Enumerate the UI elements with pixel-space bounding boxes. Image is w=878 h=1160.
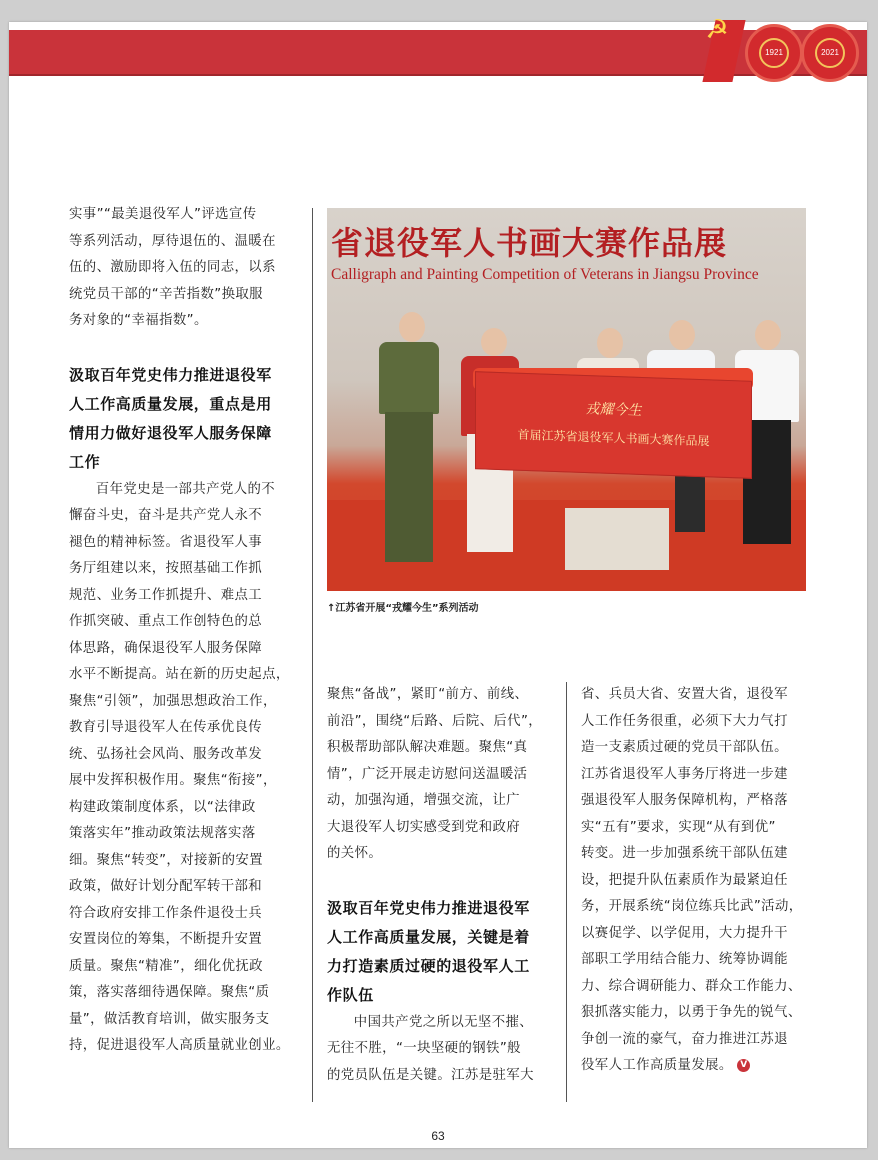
section-heading-line: 人工作高质量发展，关键是着 <box>327 927 530 946</box>
body-line: 无往不胜，“一块坚硬的钢铁”般 <box>327 1041 521 1056</box>
body-line: 强退役军人服务保障机构，严格落 <box>581 793 788 808</box>
page-number: 63 <box>431 1129 445 1143</box>
end-of-article-mark: V <box>737 1059 750 1072</box>
body-line: 教育引导退役军人在传承优良传 <box>69 720 263 735</box>
logo-year-1921: 1921 <box>759 38 789 68</box>
body-line: 统、弘扬社会风尚、服务改革发 <box>69 746 263 762</box>
magazine-page <box>9 15 867 1148</box>
body-line: 聚焦“备战”，紧盯“前方、前线、 <box>327 687 529 702</box>
body-line: 展中发挥积极作用。聚焦“衔接”， <box>69 773 277 788</box>
body-line: 务，开展系统“岗位练兵比武”活动， <box>581 899 803 914</box>
photo-banner-chinese: 省退役军人书画大赛作品展 <box>331 224 728 262</box>
board-pedestal <box>565 508 669 570</box>
body-line: 动，加强沟通，增强交流，让广 <box>327 793 521 808</box>
body-line: 情”，广泛开展走访慰问送温暖活 <box>327 766 528 782</box>
body-line: 力、综合调研能力、群众工作能力、 <box>581 978 802 994</box>
intro-line: 实事”“最美退役军人”评选宣传 <box>69 207 257 222</box>
body-line: 持，促进退役军人高质量就业创业。 <box>69 1038 290 1053</box>
body-line: 中国共产党之所以无坚不摧、 <box>353 1014 534 1030</box>
board-title-text: 首届江苏省退役军人书画大赛作品展 <box>517 427 710 449</box>
body-line: 量”，做活教育培训，做实服务支 <box>69 1011 270 1027</box>
body-line: 以赛促学、以学促用，大力提升干 <box>581 925 788 941</box>
body-line: 实“五有”要求，实现“从有到优” <box>581 819 776 835</box>
section-heading-line: 人工作高质量发展，重点是用 <box>69 394 272 413</box>
body-line: 褪色的精神标签。省退役军人事 <box>69 534 263 550</box>
body-line: 转变。进一步加强系统干部队伍建 <box>581 846 788 861</box>
section-heading-line: 工作 <box>69 452 101 471</box>
intro-line: 等系列活动，厚待退伍的、温暖在 <box>69 233 276 249</box>
centenary-100-logo <box>697 14 867 94</box>
board-logo-text: 戎耀今生 <box>585 401 642 419</box>
middle-column <box>327 682 553 1089</box>
body-line: 前沿”，围绕“后路、后院、后代”， <box>327 713 543 729</box>
body-line: 大退役军人切实感受到党和政府 <box>327 819 521 835</box>
body-line: 江苏省退役军人事务厅将进一步建 <box>581 766 788 782</box>
exhibition-board <box>475 371 752 479</box>
logo-ring-1921 <box>745 24 803 82</box>
body-line: 务厅组建以来，按照基础工作抓 <box>69 561 263 576</box>
photo-banner-english: Calligraph and Painting Competition of Veterans in Jiangsu Province <box>331 266 759 283</box>
body-line: 安置岗位的筹集，不断提升安置 <box>69 932 263 947</box>
body-line: 的关怀。 <box>327 846 383 861</box>
section-heading-line: 作队伍 <box>327 985 374 1004</box>
body-line <box>581 1053 809 1080</box>
intro-line: 伍的、激励即将入伍的同志，以系 <box>69 260 276 275</box>
body-line: 设，把提升队伍素质作为最紧迫任 <box>581 872 788 888</box>
intro-line: 统党员干部的“辛苦指数”换取服 <box>69 286 263 302</box>
intro-line: 务对象的“幸福指数”。 <box>69 313 208 328</box>
body-line: 细。聚焦“转变”，对接新的安置 <box>69 852 263 868</box>
body-line: 百年党史是一部共产党人的不 <box>95 481 276 497</box>
hammer-sickle-icon: ☭ <box>705 15 729 45</box>
body-line: 策，落实落细待遇保障。聚焦“质 <box>69 985 270 1000</box>
body-line: 部职工学用结合能力、统筹协调能 <box>581 952 788 967</box>
body-line: 的党员队伍是关键。江苏是驻军大 <box>327 1067 534 1083</box>
section-heading-line: 情用力做好退役军人服务保障 <box>69 423 272 442</box>
body-line: 狠抓落实能力，以勇于争先的锐气、 <box>581 1005 802 1020</box>
body-line: 政策，做好计划分配军转干部和 <box>69 879 263 894</box>
body-line: 策落实年”推动政策法规落实落 <box>69 826 256 841</box>
column-divider-left <box>312 208 313 1102</box>
last-body-text: 役军人工作高质量发展。 <box>581 1058 733 1073</box>
left-column <box>69 202 301 1060</box>
section-heading-line: 汲取百年党史伟力推进退役军 <box>69 365 272 384</box>
body-line: 争创一流的豪气，奋力推进江苏退 <box>581 1031 788 1047</box>
body-line: 规范、业务工作抓提升、难点工 <box>69 587 263 603</box>
photo-caption: ↑江苏省开展“戎耀今生”系列活动 <box>327 603 479 614</box>
body-line: 懈奋斗史，奋斗是共产党人永不 <box>69 508 263 523</box>
body-line: 水平不断提高。站在新的历史起点， <box>69 667 290 682</box>
body-line: 省、兵员大省、安置大省，退役军 <box>581 687 788 702</box>
section-heading-line: 汲取百年党史伟力推进退役军 <box>327 898 530 917</box>
logo-year-2021: 2021 <box>815 38 845 68</box>
body-line: 作抓突破、重点工作创特色的总 <box>69 614 263 629</box>
body-line: 聚焦“引领”，加强思想政治工作， <box>69 693 277 709</box>
section-heading-line: 力打造素质过硬的退役军人工 <box>327 956 530 975</box>
column-divider-right <box>566 682 567 1102</box>
event-photo <box>327 208 806 591</box>
body-line: 造一支素质过硬的党员干部队伍。 <box>581 740 788 755</box>
body-line: 体思路，确保退役军人服务保障 <box>69 640 263 656</box>
body-line: 质量。聚焦“精准”，细化优抚政 <box>69 958 263 974</box>
body-line: 符合政府安排工作条件退役士兵 <box>69 905 263 921</box>
body-line: 构建政策制度体系，以“法律政 <box>69 799 256 815</box>
body-line: 人工作任务很重，必须下大力气打 <box>581 713 788 729</box>
right-column <box>581 682 809 1080</box>
body-line: 积极帮助部队解决难题。聚焦“真 <box>327 740 528 755</box>
logo-ring-2021 <box>801 24 859 82</box>
